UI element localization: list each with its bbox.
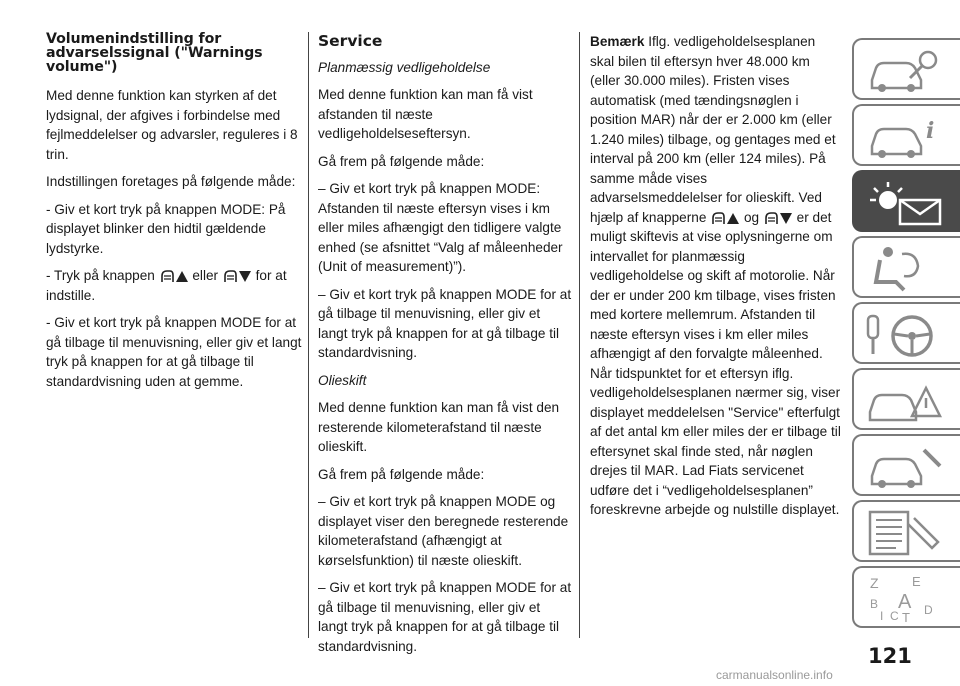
column-note [590,32,842,528]
text-segment: eller [192,268,219,283]
alphabet-index-icon [866,574,950,624]
up-button-icon [710,210,740,226]
up-button-icon [159,268,189,284]
tab-safety[interactable] [852,236,960,298]
note-label: Bemærk [590,34,645,49]
paragraph: Indstillingen foretages på følgende måde: [46,174,296,189]
tab-starting-driving[interactable] [852,302,960,364]
paragraph: Gå frem på følgende måde: [318,153,485,169]
paragraph: Gå frem på følgende måde: [318,466,485,482]
tab-warning-lights[interactable] [852,170,960,232]
svg-text:D: D [924,603,933,617]
paragraph: Med denne funktion kan man få vist den resterende kilometerafstand til næste olieskift. [318,400,560,454]
checklist-icon [866,508,950,558]
car-hazard-icon [866,376,950,426]
paragraph-buttons [46,266,302,305]
paragraph: Med denne funktion kan man få vist afstanden til næste vedligeholdelseseftersyn. [318,87,533,141]
down-button-icon [763,210,793,226]
car-key-icon [866,46,950,96]
text-segment: er det muligt skiftevis at vise oplysningerne om intervallet for planmæssig vedligeholdelse og skift af motorolie. Når der er under 200 km tilbage, vises fristen med kortere mellemrum. Afstanden til næste eftersyn vises i km eller miles afhængigt af den forvalgte måleenhed. Når tidspunktet for et eftersyn iflg. vedligeholdelsesplanen nærmer sig, viser displayet meddelelsen "Service" efterfulgt af det antal km eller miles der er tilbage til eftersynet skal finde sted, når nøglen drejes til MAR. Lad Fiats servicenet udføre det i “vedligeholdelsesplanen” foreskrevne arbejde og nulstille displayet. [590,209,841,517]
svg-text:T: T [902,610,910,624]
paragraph: – Giv et kort tryk på knappen MODE og displayet viser den beregnede resterende kilometerafstand (afhængigt at kørselsfunktion) til næste olieskift. [318,494,569,568]
svg-text:C: C [890,609,899,623]
watermark: carmanualsonline.info [716,668,833,682]
svg-text:A: A [898,591,912,613]
column-volume-settings [46,32,302,399]
svg-text:Z: Z [870,575,879,591]
page-number: 121 [868,644,912,668]
paragraph: – Giv et kort tryk på knappen MODE for at gå tilbage til menuvisning, eller giv et langt tryk på knappen for at gå tilbage til standardvisning. [318,286,572,360]
warning-light-envelope-icon [866,178,950,228]
paragraph: - Giv et kort tryk på knappen MODE: På displayet blinker den hidtil gældende lydstyrke. [46,201,286,256]
tab-maintenance[interactable] [852,434,960,496]
text-segment: Iflg. vedligeholdelsesplanen skal bilen til eftersyn hver 48.000 km (eller 30.000 miles). Fristen vises automatisk (med tændingsnøglen i position MAR) når der er 2.000 km (eller 1.240 miles) tilbage, og gentages med et interval på 200 km (eller 124 miles). På samme måde vises advarselsmeddelelser for olieskift. Ved hjælp af knapperne [590,34,836,225]
tab-car-info[interactable] [852,104,960,166]
paragraph: - Giv et kort tryk på knappen MODE for at gå tilbage til menuvisning, eller giv et langt tryk på knappen for at gå tilbage til standardvisning uden at gemme. [46,315,302,389]
svg-text:i: i [926,118,935,144]
car-service-icon [866,442,950,492]
steering-wheel-icon [866,310,950,360]
tab-emergency[interactable] [852,368,960,430]
tab-index[interactable] [852,566,960,628]
text-segment: for at indstille. [46,268,287,303]
paragraph: – Giv et kort tryk på knappen MODE for at gå tilbage til menuvisning, eller giv et langt tryk på knappen for at gå tilbage til standardvisning. [318,580,572,654]
column-divider [308,32,309,638]
svg-text:E: E [912,574,921,589]
subheading: Olieskift [318,372,367,388]
tab-car-key[interactable] [852,38,960,100]
car-info-icon [866,112,950,162]
svg-text:I: I [880,609,884,623]
seat-airbag-icon [866,244,950,294]
down-button-icon [222,268,252,284]
text-segment: og [743,209,760,225]
tab-technical-data[interactable] [852,500,960,562]
svg-text:B: B [870,597,879,611]
note-paragraph [590,32,842,520]
column-divider [579,32,580,638]
section-heading-service: Service [318,32,383,50]
column-service [318,32,572,664]
paragraph: – Giv et kort tryk på knappen MODE: Afstanden til næste eftersyn vises i km eller miles afhængigt den tidligere valgte enhed (se afsnittet “Valg af måleenheder (Unit of measurement)”). [318,181,563,274]
subheading: Planmæssig vedligeholdelse [318,59,491,75]
text-segment: - Tryk på knappen [46,268,155,283]
section-heading-volume: Volumenindstilling for advarselssignal ("Warnings volume") [46,31,263,75]
paragraph: Med denne funktion kan styrken af det lydsignal, der afgives i forbindelse med fejlmeddelelser og advarsler, reguleres i 8 trin. [46,88,298,162]
